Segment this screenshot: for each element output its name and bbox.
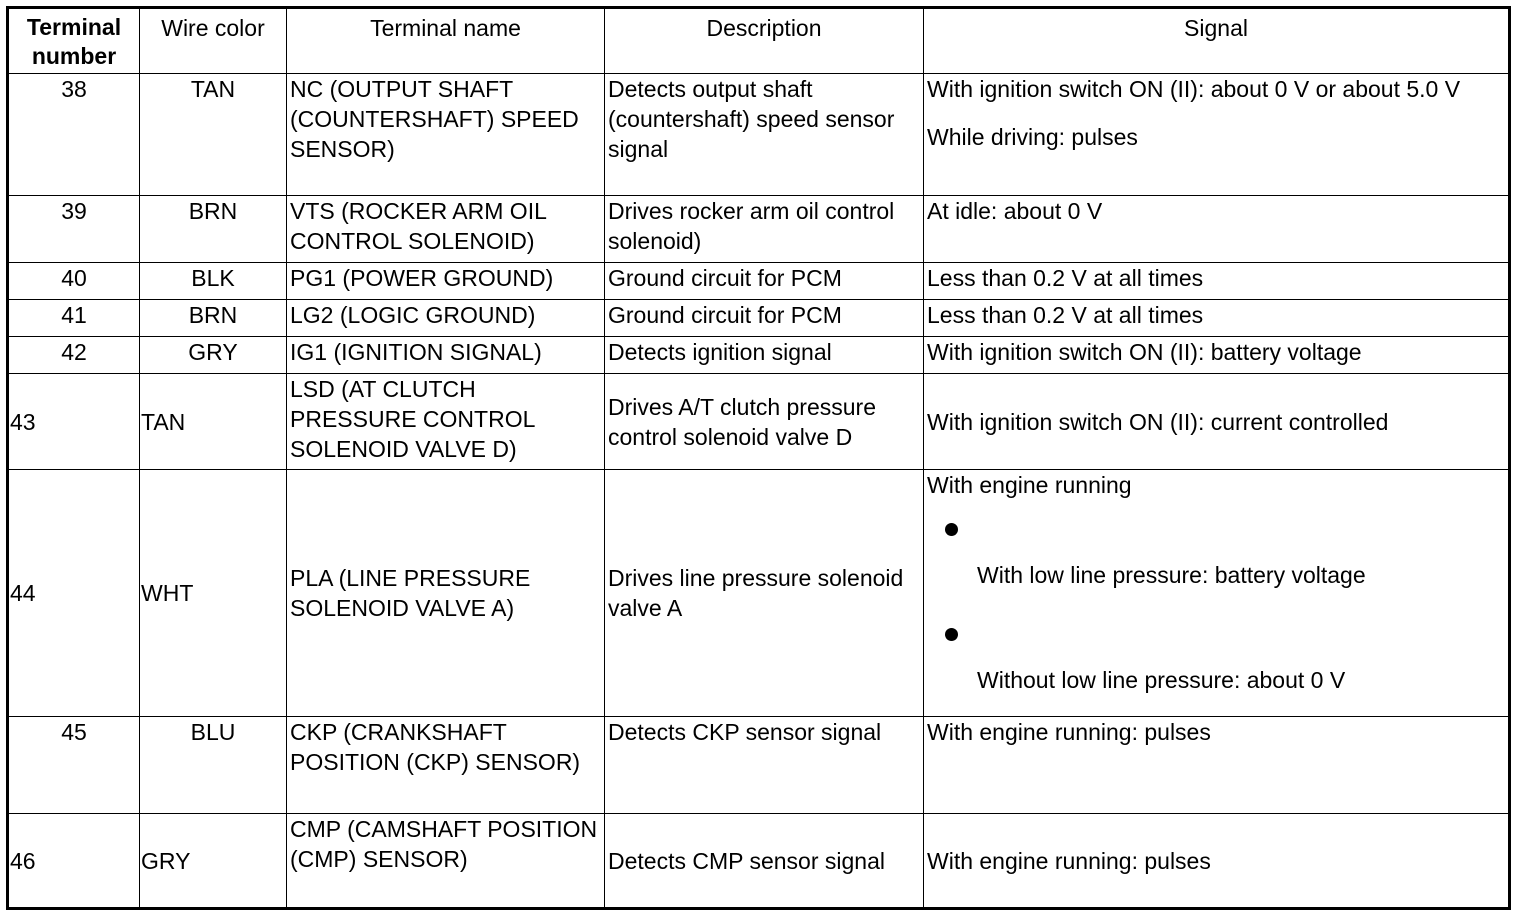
- table-row: [8, 196, 1510, 263]
- header-row: [8, 8, 1510, 74]
- signal: Less than 0.2 V at all times: [924, 300, 1510, 337]
- description: Ground circuit for PCM: [605, 300, 924, 337]
- signal: With ignition switch ON (II): battery voltage: [924, 337, 1510, 374]
- description: Detects output shaft (countershaft) speed sensor signal: [605, 74, 924, 196]
- description: Detects CKP sensor signal: [605, 717, 924, 814]
- signal: At idle: about 0 V: [924, 196, 1510, 263]
- signal-line: While driving: pulses: [927, 124, 1138, 150]
- wire-color: BRN: [140, 196, 287, 263]
- table-row: [8, 300, 1510, 337]
- header-signal: Signal: [924, 8, 1510, 74]
- terminal-name: VTS (ROCKER ARM OIL CONTROL SOLENOID): [287, 196, 605, 263]
- bullet-text: Without low line pressure: about 0 V: [977, 667, 1346, 693]
- table-row: [8, 374, 1510, 470]
- wire-color: GRY: [140, 337, 287, 374]
- description: Drives line pressure solenoid valve A: [605, 470, 924, 717]
- header-description: Description: [605, 8, 924, 74]
- terminal-name: LG2 (LOGIC GROUND): [287, 300, 605, 337]
- terminal-number: 43: [8, 374, 140, 470]
- bullet-item: [927, 605, 1505, 710]
- signal: With ignition switch ON (II): current controlled: [924, 374, 1510, 470]
- terminal-number: 42: [8, 337, 140, 374]
- terminal-name: PG1 (POWER GROUND): [287, 263, 605, 300]
- terminal-number: 41: [8, 300, 140, 337]
- signal: With engine running: pulses: [924, 717, 1510, 814]
- description: Drives A/T clutch pressure control solenoid valve D: [605, 374, 924, 470]
- terminal-name: IG1 (IGNITION SIGNAL): [287, 337, 605, 374]
- wire-color: BLU: [140, 717, 287, 814]
- bullet-icon: [945, 523, 958, 536]
- bullet-icon: [945, 628, 958, 641]
- wire-color: GRY: [140, 814, 287, 909]
- signal-line: With engine running: [927, 472, 1132, 498]
- description: Ground circuit for PCM: [605, 263, 924, 300]
- terminal-name: LSD (AT CLUTCH PRESSURE CONTROL SOLENOID VALVE D): [287, 374, 605, 470]
- description: Detects ignition signal: [605, 337, 924, 374]
- wire-color: WHT: [140, 470, 287, 717]
- terminal-name: CKP (CRANKSHAFT POSITION (CKP) SENSOR): [287, 717, 605, 814]
- wire-color: BRN: [140, 300, 287, 337]
- header-terminal-number: Terminal number: [8, 8, 140, 74]
- terminal-name: CMP (CAMSHAFT POSITION (CMP) SENSOR): [287, 814, 605, 909]
- signal: With engine running: pulses: [924, 814, 1510, 909]
- bullet-text: With low line pressure: battery voltage: [977, 562, 1366, 588]
- table-row: [8, 470, 1510, 717]
- table-row: [8, 74, 1510, 196]
- signal: [924, 470, 1510, 717]
- terminal-name: NC (OUTPUT SHAFT (COUNTERSHAFT) SPEED SENSOR): [287, 74, 605, 196]
- terminal-number: 39: [8, 196, 140, 263]
- terminal-table: [6, 6, 1511, 910]
- table-row: [8, 814, 1510, 909]
- signal: Less than 0.2 V at all times: [924, 263, 1510, 300]
- terminal-name: PLA (LINE PRESSURE SOLENOID VALVE A): [287, 470, 605, 717]
- wire-color: TAN: [140, 74, 287, 196]
- wire-color: BLK: [140, 263, 287, 300]
- table-row: [8, 263, 1510, 300]
- signal: [924, 74, 1510, 196]
- wire-color: TAN: [140, 374, 287, 470]
- terminal-number: 45: [8, 717, 140, 814]
- header-wire-color: Wire color: [140, 8, 287, 74]
- header-terminal-name: Terminal name: [287, 8, 605, 74]
- table-row: [8, 337, 1510, 374]
- terminal-number: 44: [8, 470, 140, 717]
- terminal-number: 38: [8, 74, 140, 196]
- bullet-item: [927, 500, 1505, 605]
- terminal-number: 40: [8, 263, 140, 300]
- description: Detects CMP sensor signal: [605, 814, 924, 909]
- terminal-number: 46: [8, 814, 140, 909]
- description: Drives rocker arm oil control solenoid): [605, 196, 924, 263]
- signal-line: With ignition switch ON (II): about 0 V or about 5.0 V: [927, 76, 1461, 102]
- table-row: [8, 717, 1510, 814]
